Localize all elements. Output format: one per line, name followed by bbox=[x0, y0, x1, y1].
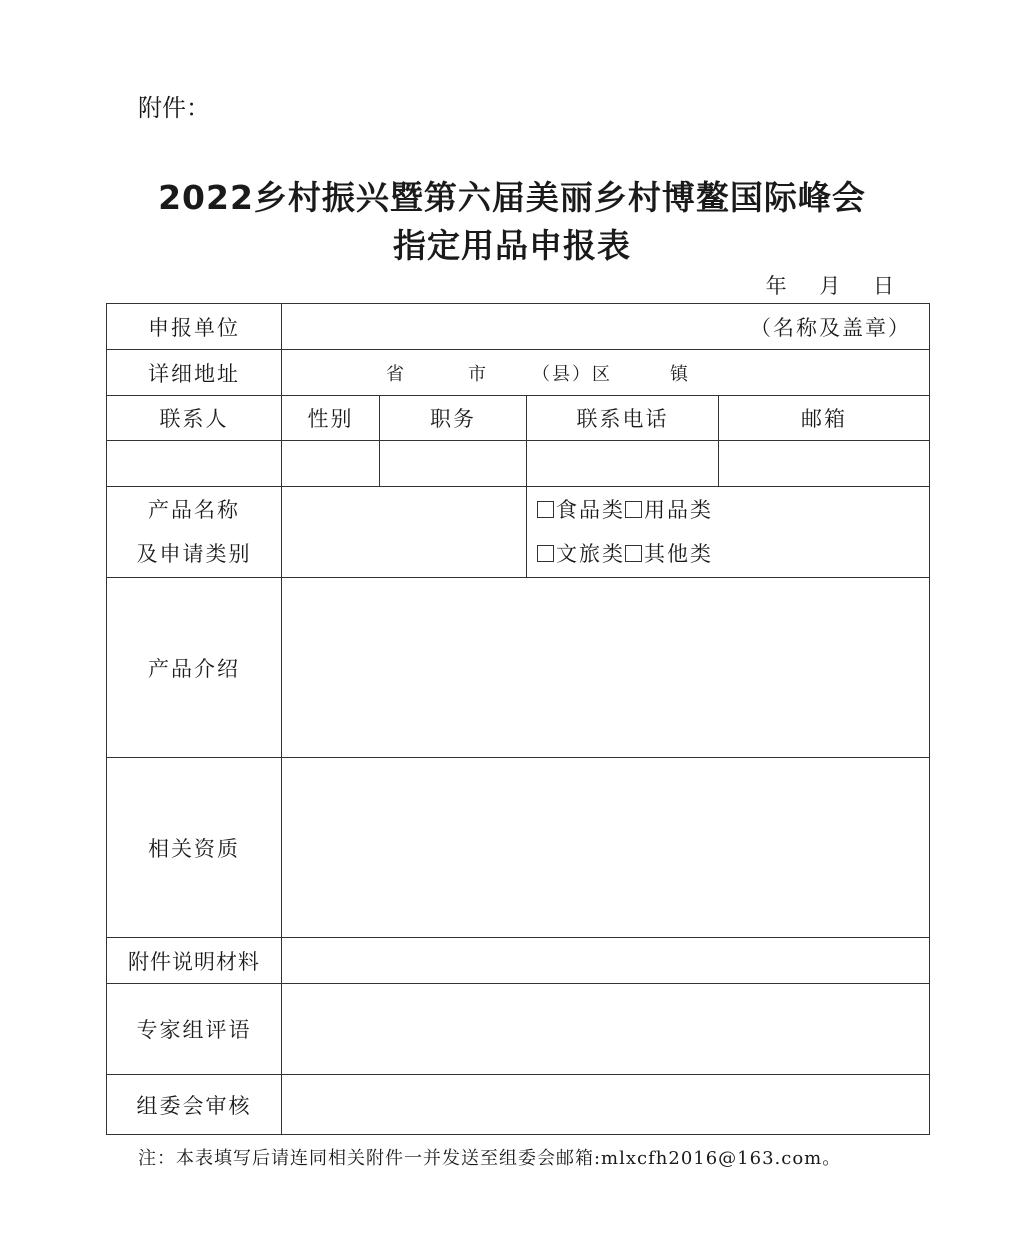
applicant-note: （名称及盖章） bbox=[750, 315, 911, 340]
gender-field[interactable] bbox=[282, 441, 380, 487]
contact-label: 联系人 bbox=[107, 396, 282, 441]
product-label bbox=[107, 487, 282, 578]
expert-label: 专家组评语 bbox=[107, 984, 282, 1075]
footnote: 注：本表填写后请连同相关附件一并发送至组委会邮箱:mlxcfh2016@163.com。 bbox=[138, 1148, 842, 1169]
goods-label: 用品类 bbox=[644, 498, 713, 522]
position-label: 职务 bbox=[380, 396, 527, 441]
qualification-field[interactable] bbox=[282, 758, 930, 938]
contact-field[interactable] bbox=[107, 441, 282, 487]
product-name-field[interactable] bbox=[282, 487, 527, 578]
product-label-line1: 产品名称 bbox=[148, 498, 240, 522]
other-label: 其他类 bbox=[644, 542, 713, 566]
other-checkbox[interactable] bbox=[625, 545, 642, 562]
qualification-label: 相关资质 bbox=[107, 758, 282, 938]
date-month: 月 bbox=[819, 274, 841, 298]
phone-label: 联系电话 bbox=[527, 396, 719, 441]
phone-field[interactable] bbox=[527, 441, 719, 487]
committee-label: 组委会审核 bbox=[107, 1075, 282, 1135]
committee-field[interactable] bbox=[282, 1075, 930, 1135]
date-year: 年 bbox=[765, 274, 787, 298]
title-line-1: 2022乡村振兴暨第六届美丽乡村博鳌国际峰会 bbox=[158, 178, 866, 217]
attachment-material-field[interactable] bbox=[282, 938, 930, 984]
title-line-2: 指定用品申报表 bbox=[393, 226, 631, 265]
goods-checkbox[interactable] bbox=[625, 501, 642, 518]
email-field[interactable] bbox=[719, 441, 930, 487]
tourism-checkbox[interactable] bbox=[537, 545, 554, 562]
intro-field[interactable] bbox=[282, 578, 930, 758]
address-province: 省 bbox=[386, 363, 406, 385]
address-label: 详细地址 bbox=[107, 350, 282, 396]
gender-label: 性别 bbox=[282, 396, 380, 441]
date-line bbox=[766, 270, 894, 300]
address-city: 市 bbox=[468, 363, 488, 385]
address-field[interactable] bbox=[282, 350, 930, 396]
address-county: （县）区 bbox=[532, 363, 612, 385]
position-field[interactable] bbox=[380, 441, 527, 487]
email-label: 邮箱 bbox=[719, 396, 930, 441]
address-town: 镇 bbox=[670, 363, 690, 385]
food-checkbox[interactable] bbox=[537, 501, 554, 518]
date-day: 日 bbox=[873, 274, 894, 298]
attachment-label: 附件： bbox=[138, 94, 210, 122]
expert-field[interactable] bbox=[282, 984, 930, 1075]
attachment-material-label: 附件说明材料 bbox=[107, 938, 282, 984]
product-label-line2: 及申请类别 bbox=[136, 542, 252, 566]
applicant-label: 申报单位 bbox=[107, 304, 282, 350]
category-options bbox=[527, 487, 930, 578]
tourism-label: 文旅类 bbox=[556, 542, 625, 566]
food-label: 食品类 bbox=[556, 498, 625, 522]
intro-label: 产品介绍 bbox=[107, 578, 282, 758]
application-form bbox=[106, 303, 930, 1135]
applicant-field[interactable] bbox=[282, 304, 930, 350]
